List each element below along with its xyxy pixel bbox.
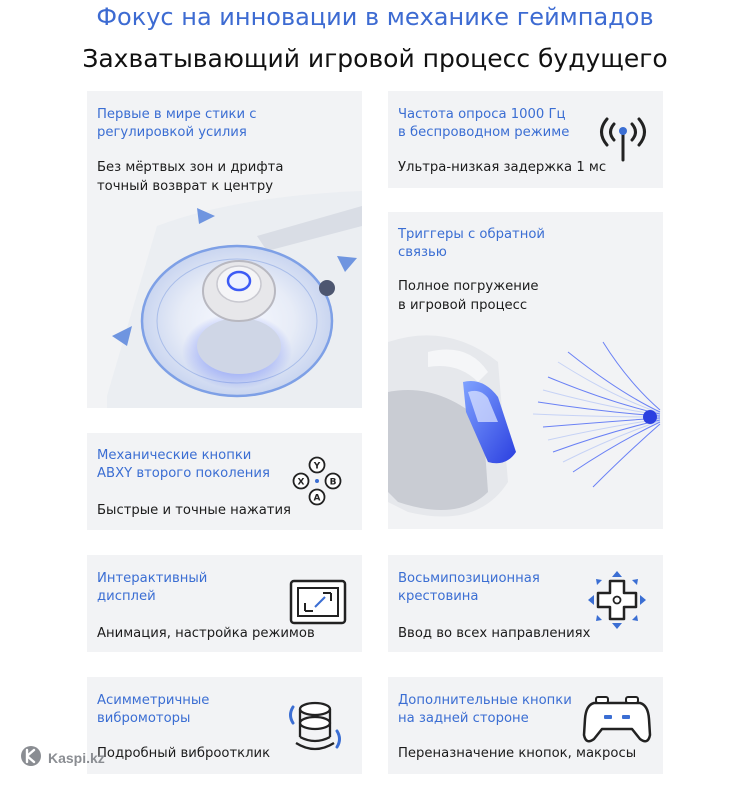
- antenna-icon: [595, 116, 651, 164]
- card-heading: Частота опроса 1000 Гц в беспроводном режиме: [398, 107, 570, 140]
- card-description: Без мёртвых зон и дрифта точный возврат к центру: [97, 160, 284, 194]
- card-heading: Дополнительные кнопки на задней стороне: [398, 693, 572, 726]
- kaspi-logo-icon: [20, 745, 42, 771]
- gamepad-back-icon: [582, 695, 652, 747]
- button-label-a: A: [313, 493, 321, 504]
- button-label-y: Y: [313, 461, 321, 472]
- page-subtitle: Захватывающий игровой процесс будущего: [82, 44, 668, 73]
- page-title: Фокус на инновации в механике геймпадов: [96, 3, 654, 31]
- button-label-b: B: [329, 477, 337, 488]
- feature-card-triggers: [388, 212, 663, 529]
- button-label-x: X: [297, 477, 305, 488]
- feature-card-sticks: [87, 91, 362, 408]
- analog-stick-illustration: [87, 186, 362, 408]
- abxy-buttons-icon: [291, 455, 343, 509]
- feature-card-vibration: [87, 677, 362, 774]
- trigger-illustration: [388, 322, 663, 529]
- watermark: [20, 745, 105, 771]
- feature-card-display: [87, 555, 362, 652]
- card-heading: Триггеры с обратной связью: [398, 227, 545, 260]
- watermark-text: Kaspi.kz: [48, 750, 105, 766]
- feature-card-polling: [388, 91, 663, 188]
- card-heading: Первые в мире стики с регулировкой усилия: [97, 107, 257, 140]
- card-heading: Механические кнопки ABXY второго поколения: [97, 448, 270, 481]
- card-description: Анимация, настройка режимов: [97, 626, 315, 641]
- card-description: Подробный виброотклик: [97, 746, 271, 761]
- card-heading: Асимметричные вибромоторы: [97, 693, 210, 726]
- vibration-motor-icon: [287, 697, 343, 757]
- feature-card-back-buttons: [388, 677, 663, 774]
- feature-card-dpad: [388, 555, 663, 652]
- card-description: Переназначение кнопок, макросы: [398, 746, 637, 761]
- card-description: Полное погружение в игровой процесс: [398, 279, 539, 313]
- display-icon: [289, 579, 347, 625]
- card-description: Ультра-низкая задержка 1 мс: [398, 160, 607, 175]
- feature-card-abxy: [87, 433, 362, 530]
- card-description: Быстрые и точные нажатия: [97, 503, 291, 518]
- dpad-icon: [586, 569, 648, 631]
- card-heading: Интерактивный дисплей: [97, 571, 208, 604]
- card-heading: Восьмипозиционная крестовина: [398, 571, 540, 604]
- card-description: Ввод во всех направлениях: [398, 626, 591, 641]
